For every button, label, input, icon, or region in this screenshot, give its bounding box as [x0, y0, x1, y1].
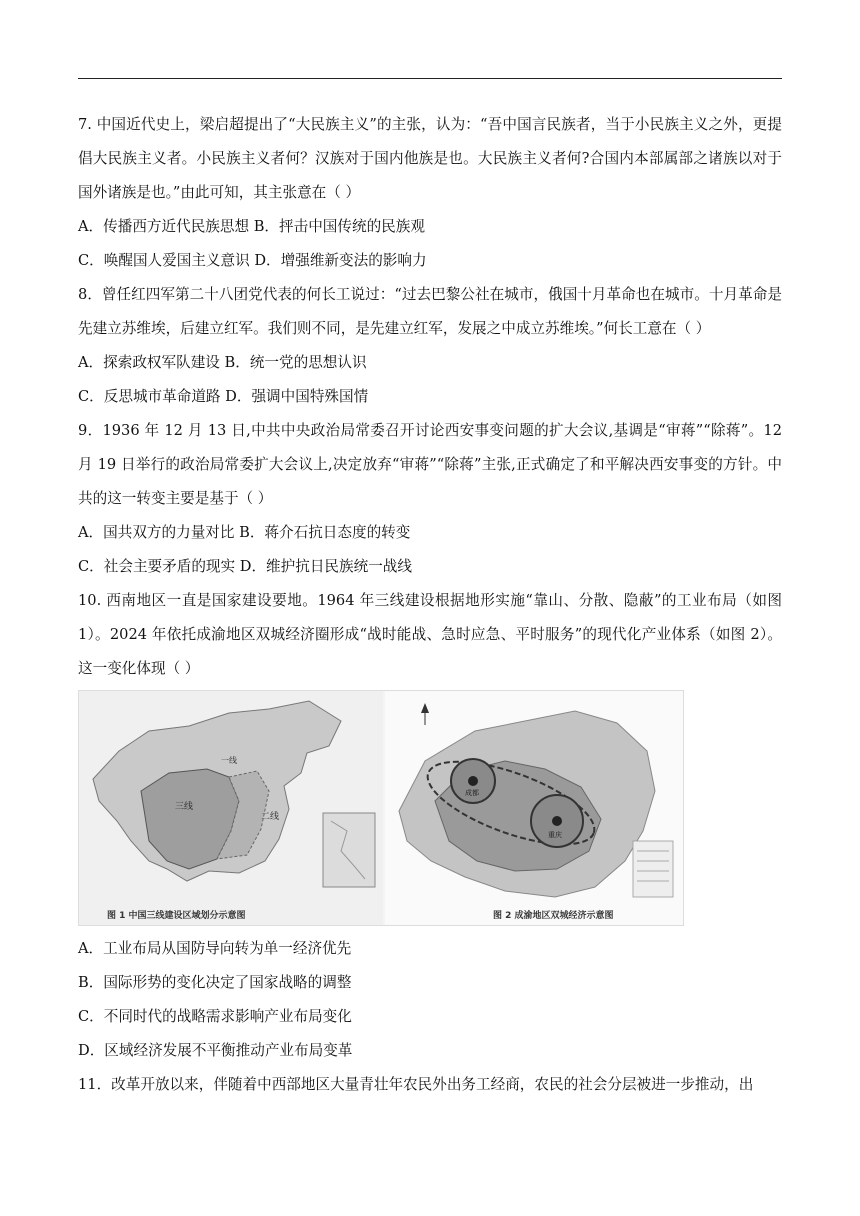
question-9-options-cd: C．社会主要矛盾的现实 D．维护抗日民族统一战线 — [78, 558, 412, 575]
question-8-options-cd: C．反思城市革命道路 D．强调中国特殊国情 — [78, 388, 369, 405]
question-10-option-b: B．国际形势的变化决定了国家战略的调整 — [78, 974, 352, 991]
question-10-option-c: C．不同时代的战略需求影响产业布局变化 — [78, 1008, 352, 1025]
map2-label-chongqing: 重庆 — [548, 831, 562, 839]
question-11-text: 11．改革开放以来，伴随着中西部地区大量青壮年农民外出务工经商，农民的社会分层被进一步推动，出 — [78, 1076, 754, 1093]
question-7-options-cd: C．唤醒国人爱国主义意识 D．增强维新变法的影响力 — [78, 252, 427, 269]
figure-1-caption: 图 1 中国三线建设区域划分示意图 — [107, 911, 246, 921]
question-7-options-ab: A．传播西方近代民族思想 B．抨击中国传统的民族观 — [78, 218, 425, 235]
map2-label-chengdu: 成都 — [465, 789, 479, 797]
question-8-options-ab: A．探索政权军队建设 B．统一党的思想认识 — [78, 354, 367, 371]
question-10-option-a: A．工业布局从国防导向转为单一经济优先 — [78, 940, 352, 957]
question-10-figures — [78, 690, 684, 926]
question-8-text: 8．曾任红四军第二十八团党代表的何长工说过：“过去巴黎公社在城市，俄国十月革命也在城市。十月革命是先建立苏维埃，后建立红军。我们则不同，是先建立红军，发展之中成立苏维埃。”何长工意在（ ） — [78, 286, 782, 337]
map1-label-line2: 二线 — [261, 812, 280, 822]
question-7-text: 7. 中国近代史上，梁启超提出了“大民族主义”的主张，认为：“吾中国言民族者，当于小民族主义之外，更提倡大民族主义者。小民族主义者何？汉族对于国内他族是也。大民族主义者何?合国内本部属部之诸族以对于国外诸族是也。”由此可知，其主张意在（ ） — [78, 116, 782, 201]
question-10-option-d: D．区域经济发展不平衡推动产业布局变革 — [78, 1042, 353, 1059]
map1-label-line3: 三线 — [175, 802, 194, 812]
question-10-text: 10. 西南地区一直是国家建设要地。1964 年三线建设根据地形实施“靠山、分散、隐蔽”的工业布局（如图 1）。2024 年依托成渝地区双城经济圈形成“战时能战、急时应急、平时服务”的现代化产业体系（如图 2）。这一变化体现（ ） — [78, 592, 782, 677]
figure-2-caption: 图 2 成渝地区双城经济示意图 — [493, 911, 614, 921]
question-9-text: 9．1936 年 12 月 13 日,中共中央政治局常委召开讨论西安事变问题的扩大会议,基调是“审蒋”“除蒋”。12 月 19 日举行的政治局常委扩大会议上,决定放弃“审蒋”“除蒋”主张,正式确定了和平解决西安事变的方针。中共的这一转变主要是基于（ ） — [78, 422, 782, 507]
figure-2-chengyu-map — [385, 691, 683, 925]
map1-label-line1: 一线 — [221, 756, 237, 765]
figure-1-china-map — [79, 691, 383, 925]
exam-content — [78, 108, 782, 1102]
header-rule — [78, 78, 782, 79]
question-9-options-ab: A．国共双方的力量对比 B．蒋介石抗日态度的转变 — [78, 524, 411, 541]
